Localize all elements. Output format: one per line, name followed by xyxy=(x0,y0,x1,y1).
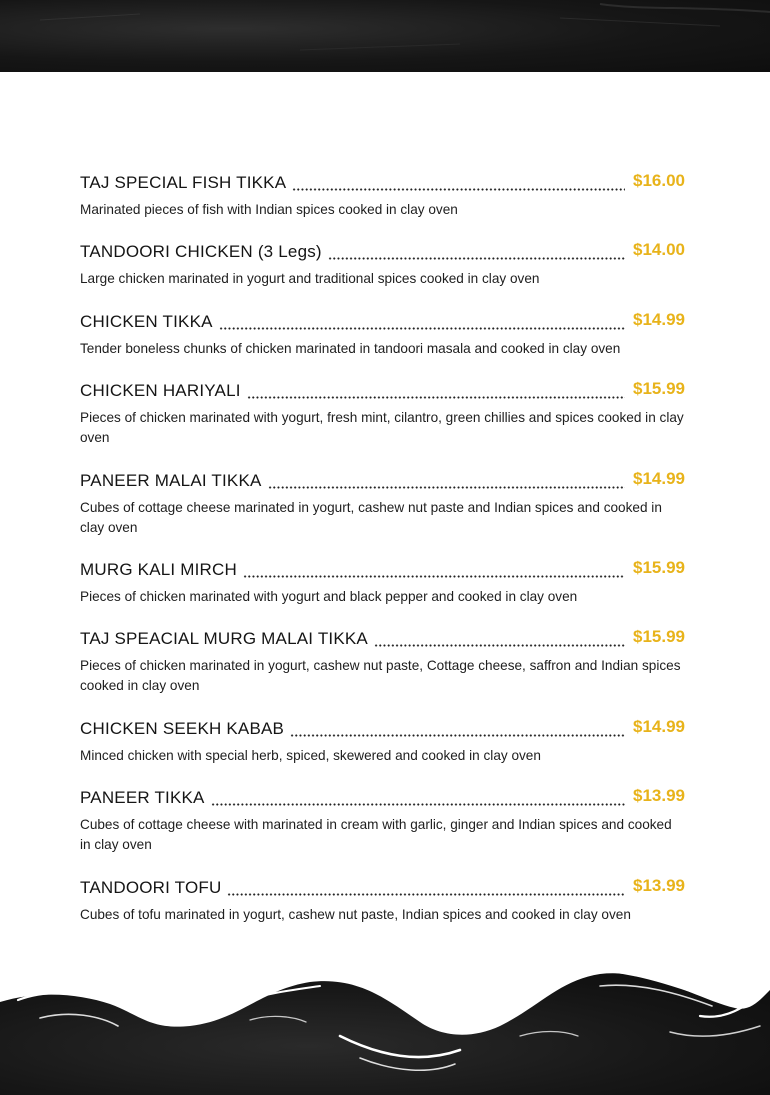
menu-item-description: Pieces of chicken marinated with yogurt, fresh mint, cilantro, green chillies and spices cooked in clay oven xyxy=(80,410,684,445)
dot-leader xyxy=(227,893,625,896)
dot-leader xyxy=(374,644,625,647)
menu-item-name: TAJ SPECIAL FISH TIKKA xyxy=(80,173,287,192)
menu-item-price: $15.99 xyxy=(633,558,685,577)
menu-item-name: TAJ SPEACIAL MURG MALAI TIKKA xyxy=(80,629,368,648)
menu-item xyxy=(80,628,685,696)
menu-item-description: Tender boneless chunks of chicken marinated in tandoori masala and cooked in clay oven xyxy=(80,341,621,356)
menu-item-price: $14.99 xyxy=(633,310,685,329)
menu-item-price: $16.00 xyxy=(633,171,685,190)
menu-item xyxy=(80,172,685,220)
menu-item-price: $14.99 xyxy=(633,717,685,736)
menu-item-price: $14.99 xyxy=(633,469,685,488)
dot-leader xyxy=(247,396,625,399)
menu-item-price: $15.99 xyxy=(633,379,685,398)
menu-item-name: CHICKEN SEEKH KABAB xyxy=(80,719,285,738)
menu-item xyxy=(80,311,685,359)
chalkboard-header-band xyxy=(0,0,770,72)
menu-item xyxy=(80,718,685,766)
menu-item-description: Cubes of tofu marinated in yogurt, cashew nut paste, Indian spices and cooked in clay oven xyxy=(80,907,631,922)
menu-item-name: CHICKEN HARIYALI xyxy=(80,381,241,400)
menu-item-description: Pieces of chicken marinated in yogurt, cashew nut paste, Cottage cheese, saffron and Indian spices cooked in clay oven xyxy=(80,658,681,693)
menu-item-description: Cubes of cottage cheese with marinated in cream with garlic, ginger and Indian spices and cooked in clay oven xyxy=(80,817,672,852)
menu-item-name: PANEER TIKKA xyxy=(80,788,205,807)
menu-item-description: Minced chicken with special herb, spiced, skewered and cooked in clay oven xyxy=(80,748,541,763)
menu-item-name: TANDOORI TOFU xyxy=(80,878,222,897)
menu-item-price: $15.99 xyxy=(633,627,685,646)
menu-item-name: MURG KALI MIRCH xyxy=(80,560,237,579)
menu-item xyxy=(80,559,685,607)
menu-item-description: Marinated pieces of fish with Indian spices cooked in clay oven xyxy=(80,202,458,217)
dot-leader xyxy=(268,486,625,489)
menu-item-price: $13.99 xyxy=(633,876,685,895)
menu-item-description: Pieces of chicken marinated with yogurt and black pepper and cooked in clay oven xyxy=(80,589,578,604)
menu-item-name: CHICKEN TIKKA xyxy=(80,312,213,331)
dot-leader xyxy=(219,327,625,330)
menu-item-name: TANDOORI CHICKEN (3 Legs) xyxy=(80,242,322,261)
dot-leader xyxy=(211,803,625,806)
menu-item-description: Large chicken marinated in yogurt and traditional spices cooked in clay oven xyxy=(80,271,540,286)
menu-item xyxy=(80,470,685,538)
menu-item-name: PANEER MALAI TIKKA xyxy=(80,471,262,490)
menu-item-price: $14.00 xyxy=(633,240,685,259)
menu-item-price: $13.99 xyxy=(633,786,685,805)
dot-leader xyxy=(290,734,625,737)
chalk-texture xyxy=(0,0,770,72)
dot-leader xyxy=(243,575,625,578)
menu-item-description: Cubes of cottage cheese marinated in yogurt, cashew nut paste and Indian spices and cooked in clay oven xyxy=(80,500,662,535)
dot-leader xyxy=(328,257,625,260)
chalkboard-wave-footer xyxy=(0,960,770,1095)
menu-item xyxy=(80,241,685,289)
menu-item xyxy=(80,787,685,855)
menu-item xyxy=(80,877,685,925)
dot-leader xyxy=(292,188,625,191)
menu-item xyxy=(80,380,685,448)
